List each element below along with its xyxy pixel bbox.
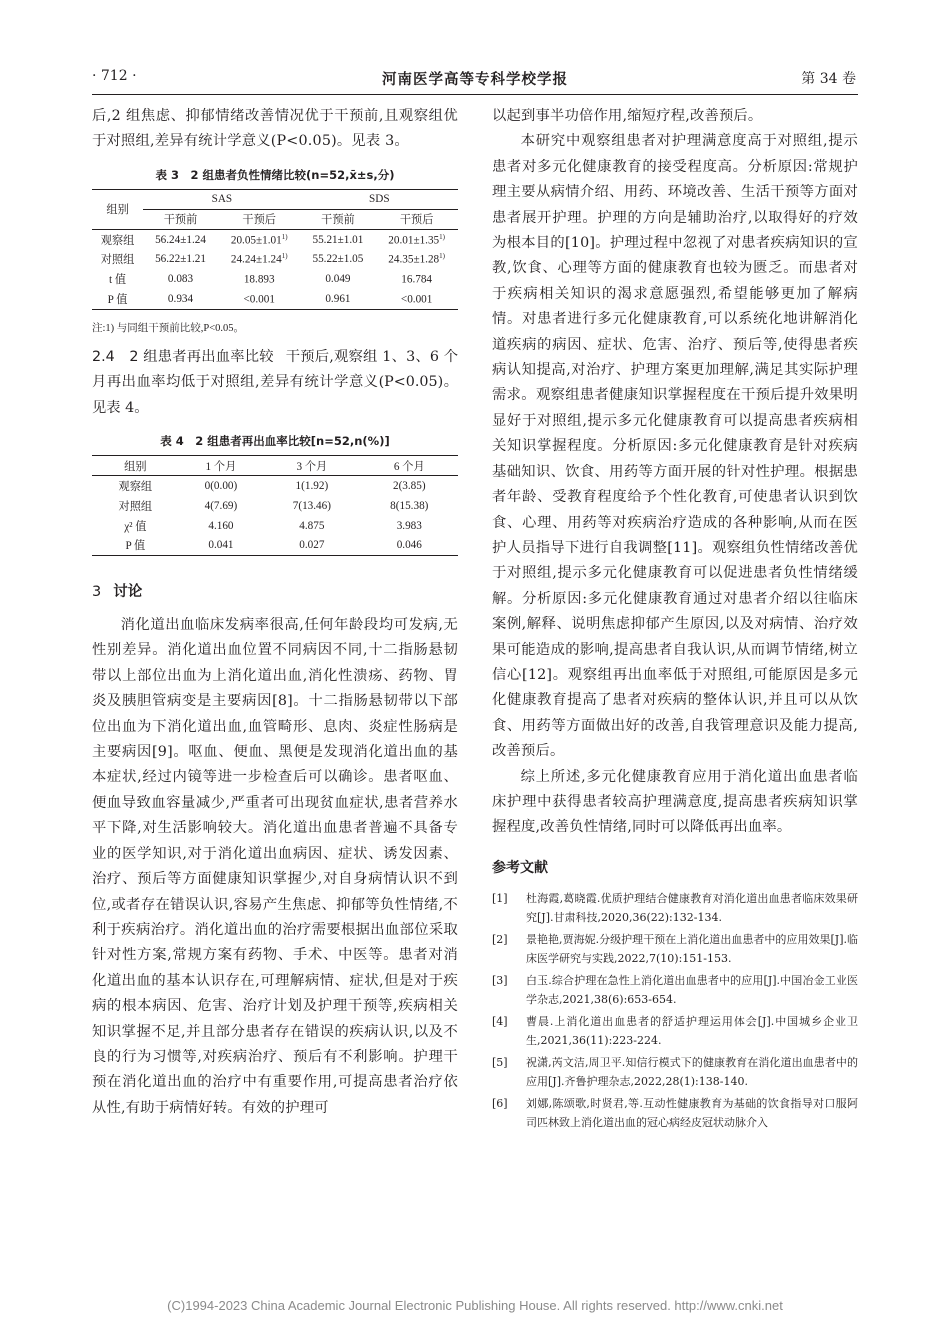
discussion-paragraph-2: 本研究中观察组患者对护理满意度高于对照组,提示患者对多元化健康教育的接受程度高。分析原因:常规护理主要从病情介绍、用药、环境改善、生活干预等方面对患者展开护理。护理的方向是辅助治疗,以取得好的疗效为根本目的[10]。护理过程中忽视了对患者疾病知识的宣教,饮食、心理等方面的健康教育也较为匮乏。而患者对于疾病相关知识的渴求意愿强烈,希望能够更加了解病情。对患者进行多元化健康教育,可以系统化地讲解消化道疾病的病因、症状、危害、治疗、预后等,使得患者疾病认知提高,对治疗、护理方案更加理解,满足其实际护理需求。观察组患者健康知识掌握程度在干预后提升效果明显好于对照组,提示多元化健康教育可以提高患者疾病相关知识掌握程度。分析原因:多元化健康教育是针对疾病基础知识、饮食、用药等方面开展的针对性护理。根据患者年龄、受教育程度给予个性化教育,可使患者认识到饮食、心理、用药等对疾病治疗造成的各种影响,从而在医护人员指导下进行自我调整[11]。观察组负性情绪改善优于对照组,提示多元化健康教育可以促进患者负性情绪缓解。分析原因:多元化健康教育通过对患者介绍以往临床案例,解释、说明焦虑抑郁产生原因,以及对病情、治疗效果可能造成的影响,提高患者自我认识,从而调节情绪,树立信心[12]。观察组再出血率低于对照组,可能原因是多元化健康教育提高了患者对疾病的整体认识,并且可以从饮食、用药等方面做出好的改善,自我管理意识及能力提高,改善预后。 — [492, 133, 858, 760]
table4-header: 组别 — [124, 460, 147, 473]
table-row — [92, 269, 458, 289]
table-cell: 2(3.85) — [392, 479, 426, 492]
table-cell: $20.05\pm 1.01^{1)}$ — [230, 232, 288, 247]
right-column — [492, 104, 858, 1135]
section-3-title: 讨论 — [113, 584, 143, 601]
section-2-4 — [92, 345, 458, 421]
table-cell: 55.21±1.01 — [312, 233, 364, 246]
reference-list — [492, 889, 858, 1133]
table-cell: 16.784 — [401, 274, 433, 287]
table-cell: 4.875 — [299, 519, 325, 532]
table-cell: 4(7.69) — [204, 499, 238, 512]
table-row — [92, 229, 458, 249]
table-row — [92, 289, 458, 309]
table-cell: 56.24±1.24 — [155, 233, 206, 246]
page-header — [0, 68, 950, 94]
table-row — [92, 476, 458, 496]
table3-header-sds: SDS — [301, 189, 458, 209]
results-paragraph: 后,2 组焦虑、抑郁情绪改善情况优于干预前,且观察组优于对照组,差异有统计学意义(P<0.05)。见表 3。 — [92, 108, 458, 150]
table-cell: 56.22±1.21 — [155, 253, 206, 266]
table-cell: 7(13.46) — [292, 499, 331, 512]
table-cell: P 值 — [107, 294, 128, 307]
table-row — [92, 249, 458, 269]
table3-subheader: 干预前 — [321, 214, 355, 227]
table-cell: 0.027 — [299, 539, 325, 552]
table-cell: <0.001 — [243, 293, 275, 306]
table3 — [92, 189, 458, 310]
table-cell: 0.041 — [208, 539, 234, 552]
journal-title: 河南医学高等专科学校学报 — [382, 71, 568, 88]
table-cell: $24.35\pm 1.28^{1)}$ — [388, 252, 445, 267]
table3-subheader: 干预后 — [399, 214, 434, 227]
section-2-4-title: 2.4 2 组患者再出血率比较 — [92, 348, 274, 365]
table-cell: 0(0.00) — [204, 479, 238, 492]
table4 — [92, 455, 458, 556]
table-cell: 18.893 — [243, 274, 275, 287]
table3-caption: 表 3 2 组患者负性情绪比较(n=52,x̄±s,分) — [155, 167, 395, 182]
discussion-continuation: 以起到事半功倍作用,缩短疗程,改善预后。 — [492, 108, 763, 124]
header-rule — [92, 94, 858, 95]
table-row — [92, 536, 458, 556]
table-cell: 0.046 — [396, 539, 422, 552]
references-heading: 参考文献 — [492, 859, 548, 876]
conclusion-paragraph: 综上所述,多元化健康教育应用于消化道出血患者临床护理中获得患者较高护理满意度,提高患者疾病知识掌握程度,改善负性情绪,同时可以降低再出血率。 — [492, 768, 858, 836]
page-number: · 712 · — [92, 68, 137, 84]
reference-item: [6] 刘娜,陈颂歌,时贤君,等.互动性健康教育为基础的饮食指导对口服阿司匹林致上消化道出血的冠心病经皮冠状动脉介入 — [492, 1096, 858, 1130]
reference-item: [3] 白玉.综合护理在急性上消化道出血患者中的应用[J].中国冶金工业医学杂志,2021,38(6):653-654. — [492, 973, 858, 1007]
table-cell: 观察组 — [100, 234, 135, 247]
table4-header: 1 个月 — [205, 460, 237, 473]
table-cell: t 值 — [109, 274, 127, 287]
reference-item: [4] 曹晨.上消化道出血患者的舒适护理运用体会[J].中国城乡企业卫生,2021,36(11):223-224. — [492, 1014, 858, 1048]
table-row — [92, 516, 458, 536]
table-cell: P 值 — [125, 540, 146, 553]
table-cell: 8(15.38) — [390, 499, 429, 512]
copyright-footer: (C)1994-2023 China Academic Journal Electronic Publishing House. All rights reserved. http://www.cnki.net — [167, 1298, 783, 1313]
table-cell: 对照组 — [100, 254, 135, 267]
table4-header: 3 个月 — [296, 460, 328, 473]
table-cell: 0.961 — [325, 293, 351, 306]
section-3-heading — [92, 580, 458, 601]
table3-note: 注:1) 与同组干预前比较,P<0.05。 — [92, 322, 245, 334]
table-cell: 观察组 — [118, 480, 153, 493]
volume-label: 第 34 卷 — [801, 71, 856, 87]
discussion-paragraph: 消化道出血临床发病率很高,任何年龄段均可发病,无性别差异。消化道出血位置不同病因不同,十二指肠悬韧带以上部位出血为上消化道出血,消化性溃疡、药物、胃炎及胰胆管病变是主要病因[8]。十二指肠悬韧带以下部位出血为下消化道出血,血管畸形、息肉、炎症性肠病是主要病因[9]。呕血、便血、黑便是发现消化道出血的基本症状,经过内镜等进一步检查后可以确诊。患者呕血、便血导致血容量减少,严重者可出现贫血症状,患者营养水平下降,对生活影响较大。消化道出血患者普遍不具备专业的医学知识,对于消化道出血病因、症状、诱发因素、治疗、预后等方面健康知识掌握少,对自身病情认识不到位,或者存在错误认识,容易产生焦虑、抑郁等负性情绪,不利于疾病治疗。消化道出血的治疗需要根据出血部位采取针对性方案,常规方案有药物、手术、中医等。患者对消化道出血的基本认识存在,可理解病情、症状,但是对于疾病的根本病因、危害、治疗计划及护理干预等,疾病相关知识掌握不足,并且部分患者存在错误的疾病认识,以及不良的行为习惯等,对疾病治疗、预后有不利影响。护理干预在消化道出血的治疗中有重要作用,可提高患者治疗依从性,有助于病情好转。有效的护理可 — [92, 617, 458, 1116]
table4-header: 6 个月 — [393, 460, 425, 473]
table3-header-group: 组别 — [92, 189, 143, 229]
table3-subheader: 干预前 — [163, 214, 198, 227]
table-cell: 0.049 — [325, 273, 351, 286]
table-cell: $24.24\pm 1.24^{1)}$ — [230, 252, 288, 267]
table-cell: 对照组 — [118, 500, 153, 513]
table-cell: 0.934 — [167, 293, 194, 306]
table-cell: <0.001 — [400, 293, 433, 306]
left-column — [92, 104, 458, 1121]
table3-header-sas: SAS — [143, 189, 300, 209]
table-row — [92, 496, 458, 516]
reference-item: [5] 祝潇,芮文洁,周卫平.知信行模式下的健康教育在消化道出血患者中的应用[J].齐鲁护理杂志,2022,28(1):138-140. — [492, 1055, 858, 1089]
table4-caption: 表 4 2 组患者再出血率比较[n=52,n(%)] — [160, 434, 390, 449]
reference-item: [2] 景艳艳,贾海妮.分级护理干预在上消化道出血患者中的应用效果[J].临床医学研究与实践,2022,7(10):151-153. — [492, 932, 858, 966]
table-cell: 55.22±1.05 — [312, 253, 364, 266]
table-cell: 1(1.92) — [295, 479, 329, 492]
table-cell: χ² 值 — [124, 520, 147, 533]
table-cell: $20.01\pm 1.35^{1)}$ — [388, 232, 445, 247]
table3-subheader: 干预后 — [242, 214, 276, 227]
section-2-4-text: 干预后,观察组 1、3、6 个月再出血率均低于对照组,差异有统计学意义(P<0.05)。见表 4。 — [92, 348, 458, 416]
table-cell: 0.083 — [167, 273, 194, 286]
reference-item: [1] 杜海霞,葛晓霞.优质护理结合健康教育对消化道出血患者临床效果研究[J].甘肃科技,2020,36(22):132-134. — [492, 891, 858, 925]
section-3-number: 3 — [92, 584, 102, 601]
table-cell: 4.160 — [208, 519, 234, 532]
table-cell: 3.983 — [396, 519, 422, 532]
